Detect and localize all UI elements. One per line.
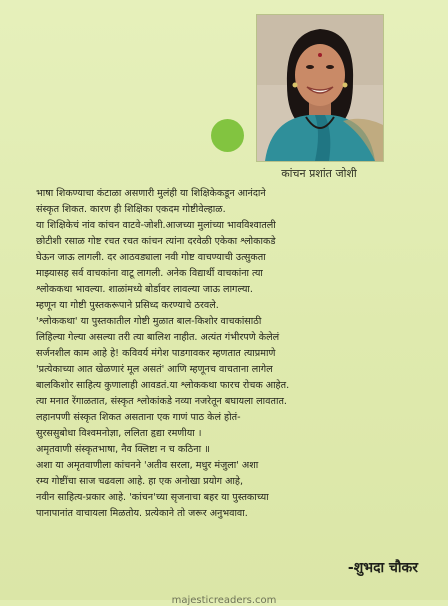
- blurb-line: घेऊन जाऊ लागली. दर आठवड्याला नवी गोष्ट वाचण्याची उत्सुकता: [36, 252, 266, 263]
- blurb-line: 'प्रत्येकाच्या आत खेळणारं मूल असतं' आणि म्हणूनच वाचताना लागेल: [36, 364, 273, 375]
- blurb-line: अशा या अमृतवाणीला कांचनने 'अतीव सरला, मधुर मंजुला' अशा: [36, 460, 259, 471]
- blurb-line: नवीन साहित्य-प्रकार आहे. 'कांचन'च्या सृजनाचा बहर या पुस्तकाच्या: [36, 492, 269, 503]
- author-name-caption: कांचन प्रशांत जोशी: [281, 167, 357, 180]
- blurb-line: माझ्यासह सर्व वाचकांना वाटू लागली. अनेक विद्यार्थी वाचकांना त्या: [36, 268, 263, 279]
- blurb-line: संस्कृत शिकत. कारण ही शिक्षिका एकदम गोष्टीवेल्हाळ.: [36, 204, 226, 215]
- blurb-line: म्हणून या गोष्टी पुस्तकरूपाने प्रसिध्द करण्याचे ठरवले.: [36, 300, 219, 311]
- blurb-line: त्या मनात रेंगाळतात, संस्कृत श्लोकांकडे नव्या नजरेतून बघायला लावतात.: [36, 396, 287, 407]
- blurb-line: लिहिल्या गेल्या असल्या तरी त्या बालिश नाहीत. अत्यंत गंभीरपणे केलेलं: [36, 332, 280, 343]
- blurb-text: [36, 186, 418, 522]
- author-photo: [256, 14, 384, 162]
- blurb-line: लहानपणी संस्कृत शिकत असताना एक गाणं पाठ केलं होतं-: [36, 412, 241, 423]
- blurb-line: सर्जनशील काम आहे हे! कविवर्य मंगेश पाडगावकर म्हणतात त्याप्रमाणे: [36, 348, 276, 359]
- blurb-line: श्लोककथा भावल्या. शाळांमध्ये बोर्डावर लावल्या जाऊ लागल्या.: [36, 284, 253, 295]
- blurb-line: भाषा शिकण्याचा कंटाळा असणारी मुलंही या शिक्षिकेकडून आनंदाने: [36, 188, 266, 199]
- blurb-line: अमृतवाणी संस्कृतभाषा, नैव क्लिष्टा न च कठिना ॥: [36, 444, 210, 455]
- blurb-line: पानापानांत वाचायला मिळतोय. प्रत्येकाने तो जरूर अनुभवावा.: [36, 508, 248, 519]
- blurb-line: 'श्लोककथा' या पुस्तकातील गोष्टी मुळात बाल-किशोर वाचकांसाठी: [36, 316, 262, 327]
- blurb-line: रम्य गोष्टींचा साज चढवला आहे. हा एक अनोखा प्रयोग आहे,: [36, 476, 244, 487]
- blurb-line: छोटीशी रसाळ गोष्ट रचत रचत कांचन त्यांना दरवेळी एकेका श्लोकाकडे: [36, 236, 276, 247]
- reviewer-signature: -शुभदा चौकर: [347, 560, 418, 576]
- publisher-url: majesticreaders.com: [171, 595, 277, 606]
- blurb-line: या शिक्षिकेचं नांव कांचन वाटवे-जोशी.आजच्या मुलांच्या भावविश्वातली: [36, 220, 276, 231]
- blurb-line: सुरससुबोधा विश्वमनोज्ञा, ललिता हृद्या रमणीया ।: [36, 428, 202, 439]
- blurb-line: बालकिशोर साहित्य कुणालाही आवडतं.या श्लोककथा फारच रोचक आहेत.: [36, 380, 290, 391]
- decorative-green-dot: [211, 119, 244, 152]
